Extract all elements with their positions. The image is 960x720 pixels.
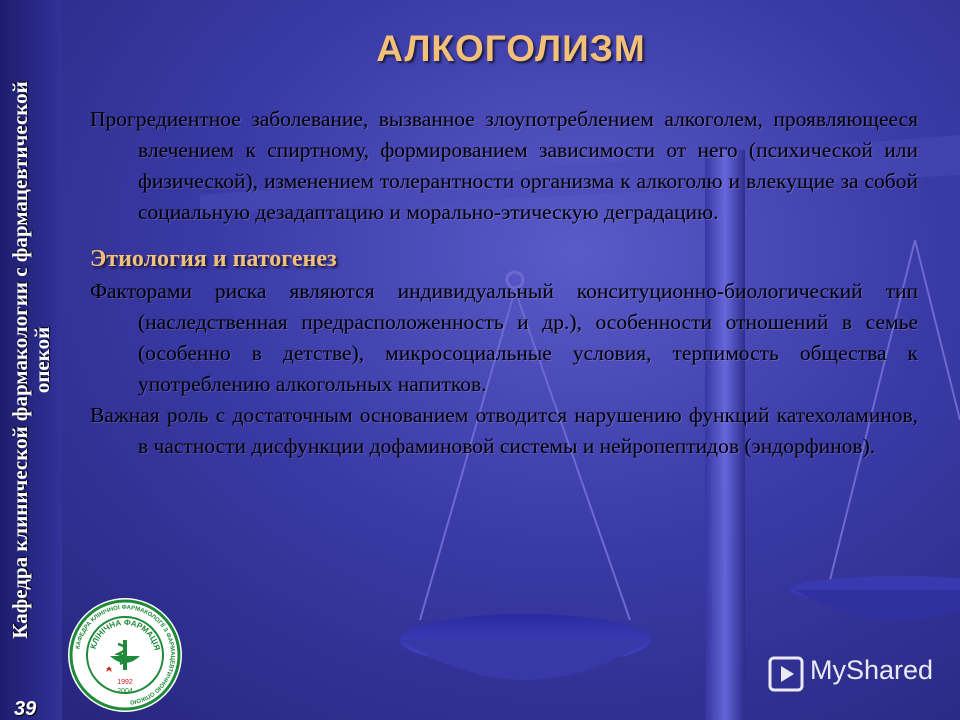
svg-text:2004: 2004	[117, 688, 133, 695]
slide-content	[90, 104, 918, 462]
svg-text:КЛІНІЧНА ФАРМАЦІЯ: КЛІНІЧНА ФАРМАЦІЯ	[88, 617, 162, 652]
watermark-text: MyShared	[810, 655, 934, 685]
play-icon	[768, 656, 804, 692]
department-logo	[66, 596, 184, 714]
definition-paragraph: Прогредиентное заболевание, вызванное злоупотреблением алкоголем, проявляющееся влечением к спиртному, формированием зависимости от него (психической или физической), изменением толерантности организма к алкоголю и влекущие за собой социальную дезадаптацию и морально-этическую деградацию.	[90, 107, 918, 224]
section-heading: Этиология и патогенез	[90, 246, 337, 272]
department-line-1: Кафедра клинической фармакологии с фармацевтической	[8, 81, 32, 639]
slide-number: 39	[14, 698, 37, 720]
svg-text:1992: 1992	[117, 679, 133, 686]
slide-title: АЛКОГОЛИЗМ	[376, 28, 646, 69]
department-name	[9, 0, 53, 720]
sidebar	[0, 0, 62, 720]
catecholamines-paragraph: Важная роль с достаточным основанием отводится нарушению функций катехоламинов, в частности дисфункции дофаминовой системы и нейропептидов (эндорфинов).	[90, 403, 918, 458]
svg-text:КАФЕДРА КЛІНІЧНОЇ ФАРМАКОЛОГІЇ: КАФЕДРА КЛІНІЧНОЇ ФАРМАКОЛОГІЇ З ФАРМАЦЕВТИЧНОЮ ОПІКОЮ	[75, 604, 176, 705]
risk-factors-paragraph: Факторами риска являются индивидуальный конситуционно-биологический тип (наследственная предрасположенность и др.), особенности отношений в семье (особенно в детстве), микросоциальные условия, терпимость общества к употреблению алкогольных напитков.	[90, 279, 918, 396]
department-line-2: опекой	[30, 326, 54, 394]
